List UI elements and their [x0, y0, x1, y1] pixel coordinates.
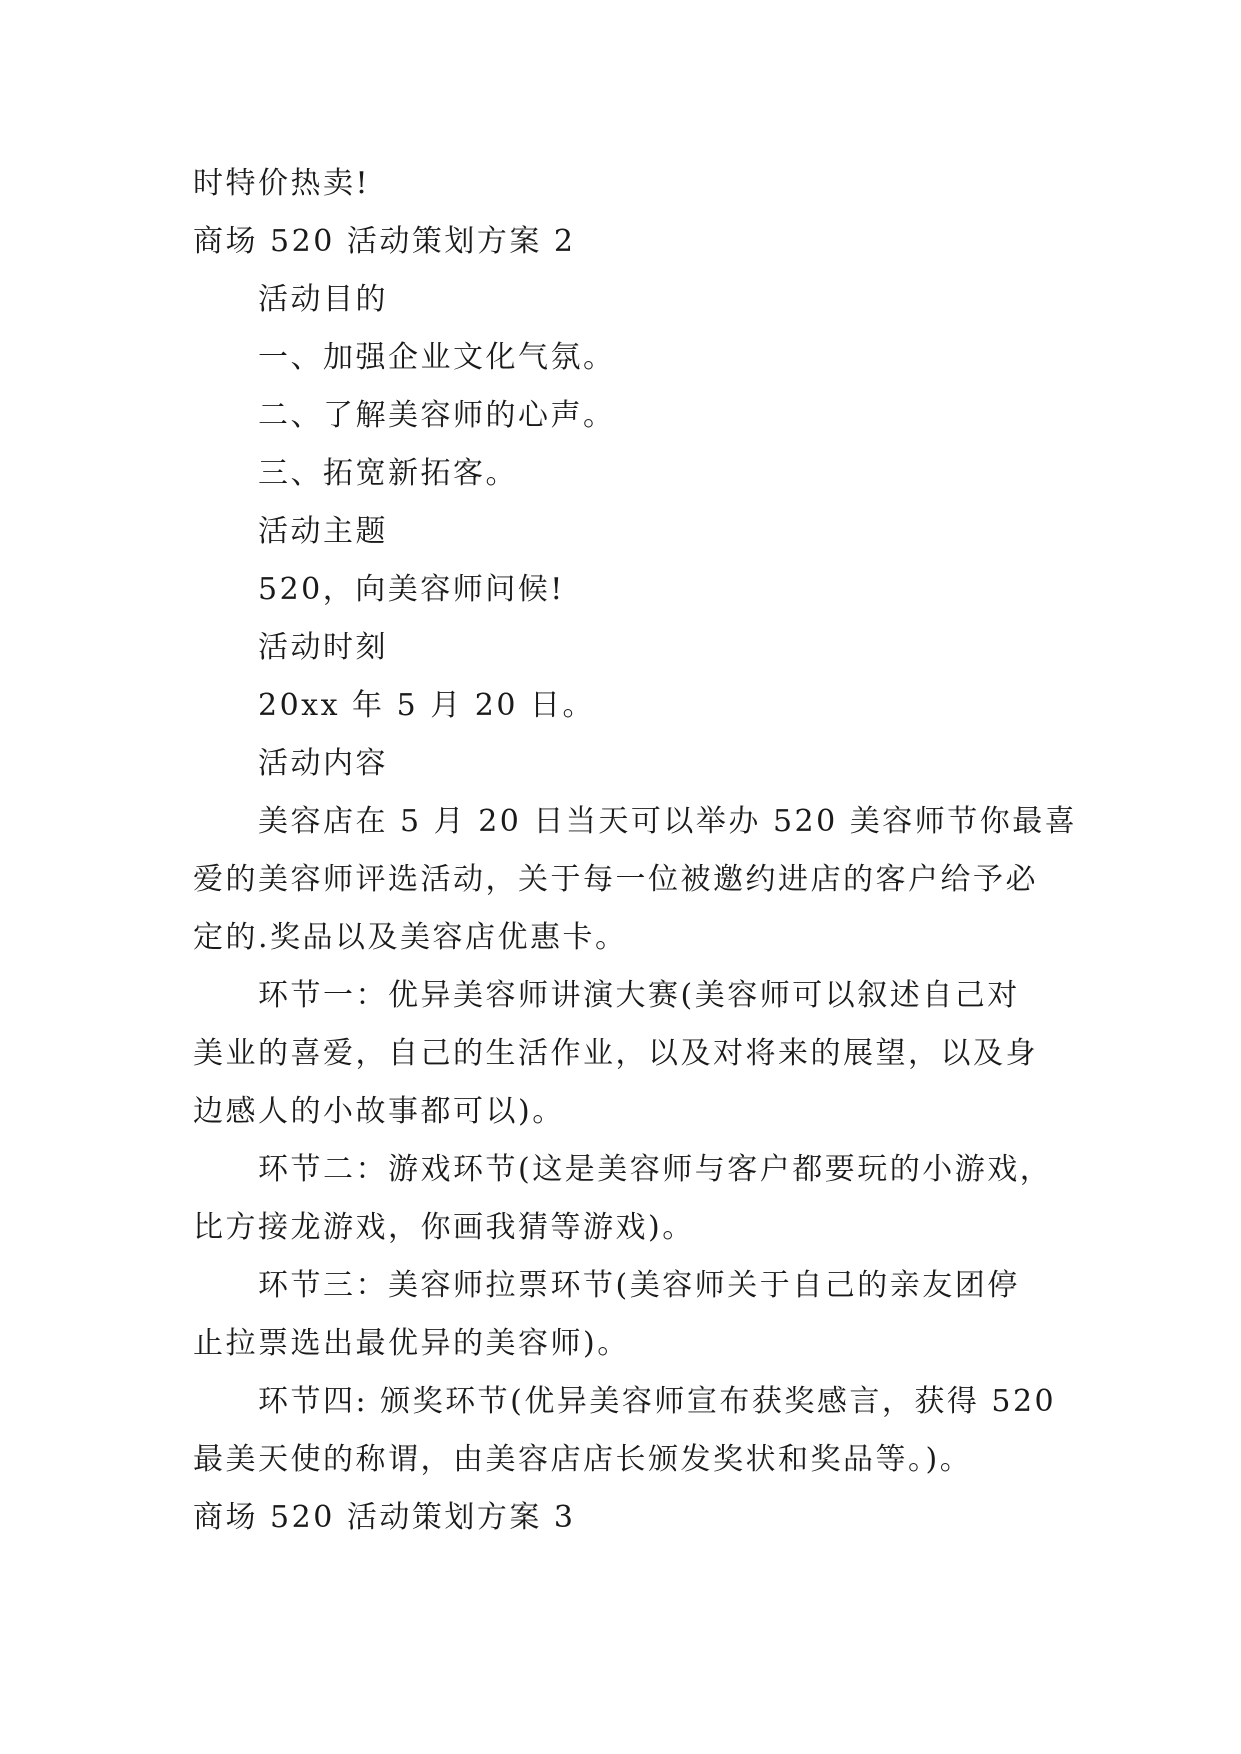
text-line: 定的.奖品以及美容店优惠卡。: [193, 920, 628, 955]
text-line: 美业的喜爱，自己的生活作业，以及对将来的展望，以及身: [193, 1036, 1038, 1071]
text-line: 520，向美容师问候!: [258, 572, 565, 607]
text-line: 环节三：美容师拉票环节(美容师关于自己的亲友团停: [258, 1268, 1020, 1303]
section-heading: 商场 520 活动策划方案 2: [193, 224, 576, 259]
list-item: 二、了解美容师的心声。: [258, 398, 616, 433]
subheading: 活动主题: [258, 514, 388, 549]
text-line: 止拉票选出最优异的美容师)。: [193, 1326, 630, 1361]
text-line: 比方接龙游戏，你画我猜等游戏)。: [193, 1210, 695, 1245]
list-item: 三、拓宽新拓客。: [258, 456, 518, 491]
text-line: 环节四: 颁奖环节(优异美容师宣布获奖感言，获得 520: [258, 1384, 1057, 1419]
text-line: 环节二：游戏环节(这是美容师与客户都要玩的小游戏，: [258, 1152, 1053, 1187]
subheading: 活动内容: [258, 746, 388, 781]
text-line: 时特价热卖!: [193, 166, 371, 201]
text-line: 环节一：优异美容师讲演大赛(美容师可以叙述自己对: [258, 978, 1020, 1013]
subheading: 活动目的: [258, 282, 388, 317]
subheading: 活动时刻: [258, 630, 388, 665]
section-heading: 商场 520 活动策划方案 3: [193, 1500, 576, 1535]
text-line: 最美天使的称谓，由美容店店长颁发奖状和奖品等。)。: [193, 1442, 973, 1477]
text-line: 边感人的小故事都可以)。: [193, 1094, 565, 1129]
text-line: 美容店在 5 月 20 日当天可以举办 520 美容师节你最喜: [258, 804, 1078, 839]
text-line: 20xx 年 5 月 20 日。: [258, 688, 595, 723]
list-item: 一、加强企业文化气氛。: [258, 340, 616, 375]
text-line: 爱的美容师评选活动，关于每一位被邀约进店的客户给予必: [193, 862, 1038, 897]
